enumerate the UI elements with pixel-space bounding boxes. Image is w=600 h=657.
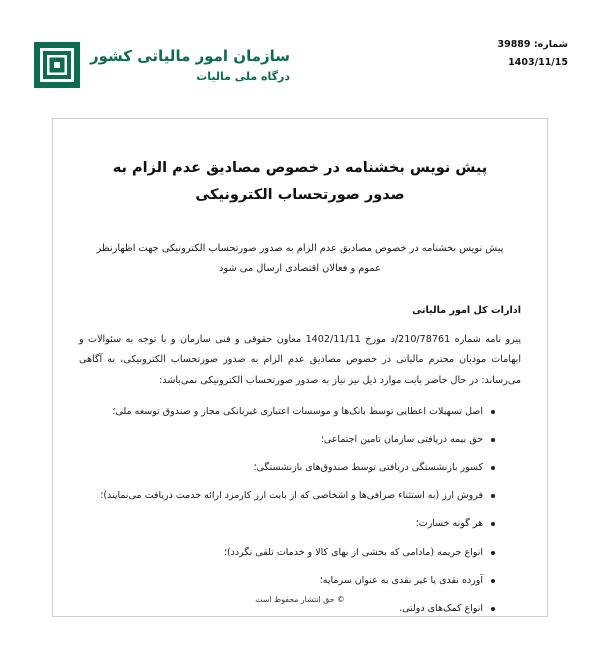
organization-brand [22, 18, 290, 88]
document-date: 1403/11/15 [508, 57, 568, 69]
list-item: اصل تسهیلات اعطایی توسط بانک‌ها و موسسات اعتباری غیربانکی مجاز و صندوق توسعه ملی؛ [79, 404, 495, 419]
document-meta [497, 18, 578, 72]
page-title: پیش نویس بخشنامه در خصوص مصادیق عدم الزام به صدور صورتحساب الکترونیکی [112, 160, 488, 203]
exemption-list [79, 404, 513, 617]
list-item: حق بیمه دریافتی سازمان تامین اجتماعی؛ [79, 432, 495, 447]
organization-name-line2: درگاه ملی مالیات [196, 70, 291, 83]
list-item: آورده نقدی یا غیر نقدی به عنوان سرمایه؛ [79, 573, 495, 588]
tax-organization-logo-icon [34, 42, 80, 88]
document-number [497, 36, 568, 54]
list-item: هر گونه خسارت؛ [79, 516, 495, 531]
document-number-value: 39889 [497, 39, 531, 50]
list-item: انواع جریمه (مادامی که بخشی از بهای کالا و خدمات تلقی نگردد)؛ [79, 545, 495, 560]
copyright-note: © حق انتشار محفوظ است [255, 595, 345, 604]
document-body-card [52, 118, 548, 617]
organization-name-line1: سازمان امور مالیاتی کشور [90, 46, 291, 65]
list-item: فروش ارز (به استثناء صرافی‌ها و اشخاصی که از بابت ارز کارمزد ارائه خدمت دریافت می‌نمایند)؛ [79, 488, 495, 503]
document-addressee: ادارات کل امور مالیاتی [412, 304, 521, 316]
list-item: کسور بازنشستگی دریافتی توسط صندوق‌های بازنشستگی؛ [79, 460, 495, 475]
page-header [0, 0, 600, 108]
document-paragraph-1: پیرو نامه شماره 210/78761/د مورخ 1402/11/11 معاون حقوقی و فنی سازمان و با توجه به سئوالات و ابهامات مودیان محترم مالیاتی در خصوص مصادیق عدم الزام به صدور صورتحساب الکترونیکی، به آگاهی می‌رساند: در حال حاضر بابت موارد ذیل نیز نیاز به صدور صورتحساب الکترونیکی نمی‌باشد: [79, 333, 521, 387]
list-item: انواع کمک‌های دولتی. [79, 601, 495, 616]
document-number-label: شماره: [533, 39, 568, 50]
document-lead: پیش نویس بخشنامه در خصوص مصادیق عدم الزام به صدور صورتحساب الکترونیکی جهت اظهارنظر عموم و فعالان اقتصادی ارسال می شود [96, 242, 504, 274]
organization-name [90, 45, 290, 86]
